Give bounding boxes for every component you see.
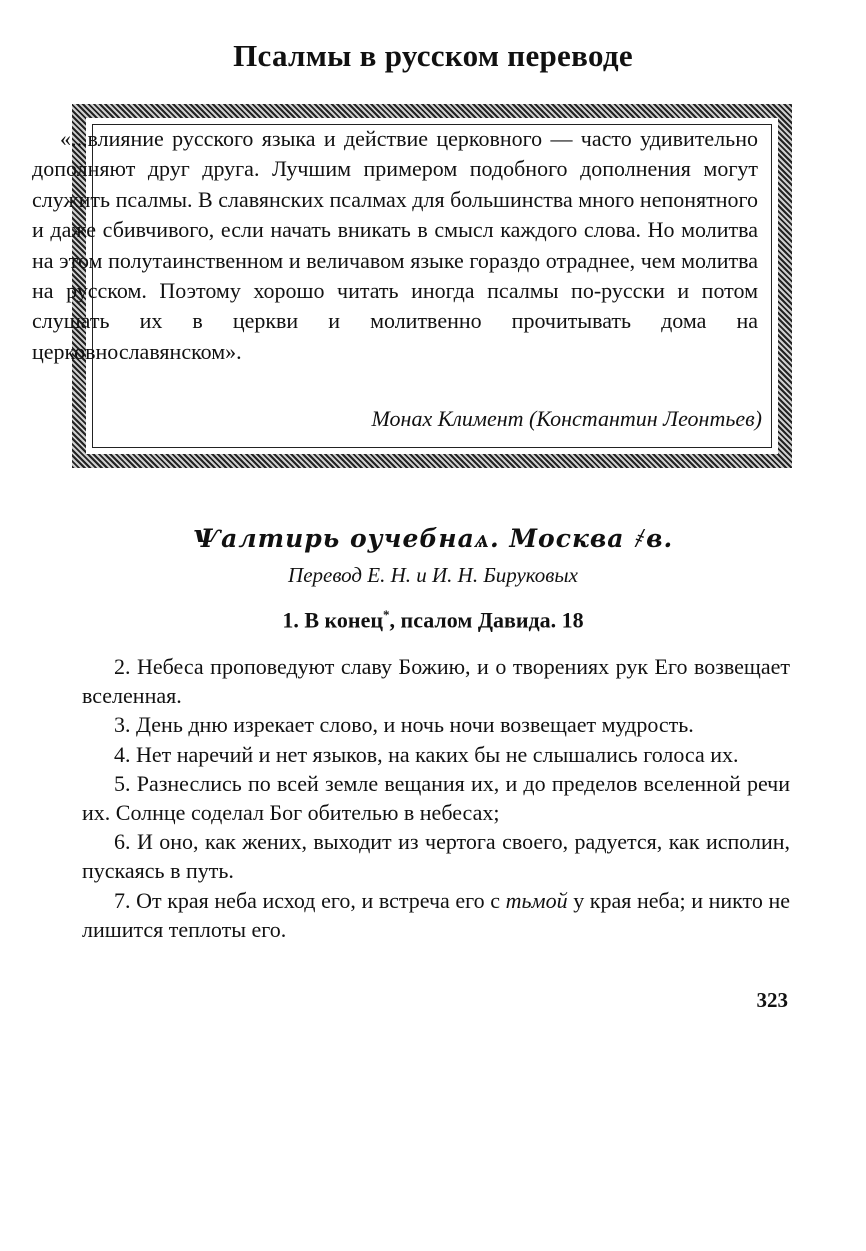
page-number: 323	[756, 988, 788, 1012]
verse-7-italic: тьмой	[505, 887, 568, 913]
verse	[82, 886, 790, 944]
quote-paragraph: «...влияние русского языка и действие церковного — часто удивительно дополняют друг друга. Лучшим примером подобного дополнения могут служить псалмы. В славянских псалмах для большинства много непонятного и даже сбивчивого, если начать вникать в смысл каждого слова. Но молитва на этом полутаинственном и величавом языке гораздо отраднее, чем молитва на русском. Поэтому хорошо читать иногда псалмы по-русски и потом слушать их в церкви и молитвенно прочитывать дома на церковнославянском».	[32, 126, 758, 364]
quote-text	[32, 124, 758, 367]
verse: 6. И оно, как жених, выходит из чертога своего, радуется, как исполин, пускаясь в путь.	[82, 829, 790, 884]
page-title: Псалмы в русском переводе	[233, 38, 633, 73]
psalm-heading-rest: , псалом Давида. 18	[389, 607, 584, 633]
verse: 4. Нет наречий и нет языков, на каких бы не слышались голоса их.	[114, 741, 739, 767]
psalm-body	[82, 652, 790, 944]
verse: 3. День дню изрекает слово, и ночь ночи возвещает мудрость.	[114, 712, 694, 738]
psalm-heading-main: 1. В конец	[282, 607, 384, 633]
verse: 2. Небеса проповедуют славу Божию, и о творениях рук Его возвещает вселенная.	[82, 654, 790, 709]
church-slavonic-title: Ѱалтирь оучебнаѧ. Москва ҂в.	[192, 524, 674, 553]
psalm-heading	[0, 607, 866, 633]
quote-author: Монах Климент (Константин Леонтьев)	[371, 406, 762, 431]
translators: Перевод Е. Н. и И. Н. Бируковых	[288, 563, 578, 587]
verse: 5. Разнеслись по всей земле вещания их, и до пределов вселенной речи их. Солнце соделал Бог обителью в небесах;	[82, 770, 790, 826]
verse-7-end: у края неба; и никто не лишится теплоты его.	[82, 887, 791, 942]
footnote-mark: *	[383, 607, 390, 622]
verse-7-start: 7. От края неба исход его, и встреча его с	[114, 887, 506, 913]
